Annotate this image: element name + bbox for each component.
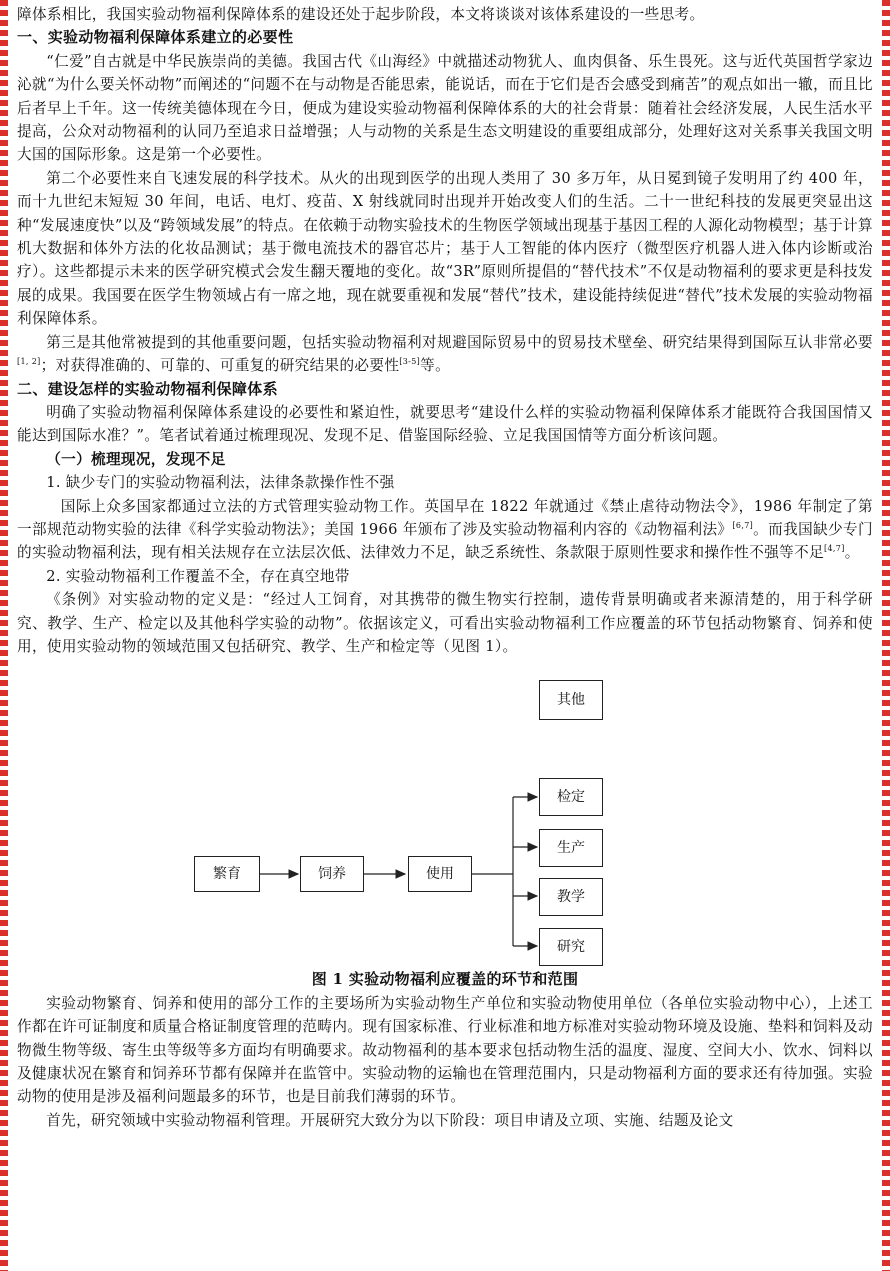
paragraph-1: “仁爱”自古就是中华民族崇尚的美德。我国古代《山海经》中就描述动物犹人、血肉俱备、乐生畏死。这与近代英国哲学家边沁就“为什么要关怀动物”而阐述的“问题不在与动物是否能思索，能说话，而在于它们是否会感受到痛苦”的观点如出一辙，而且比后者早上千年。这一传统美德体现在今日，便成为建设实验动物福利保障体系的大的社会背景：随着社会经济发展，人民生活水平提高，公众对动物福利的认同乃至追求日益增强；人与动物的关系是生态文明建设的重要组成部分，处理好这对关系事关我国文明大国的国际形象。这是第一个必要性。: [17, 52, 873, 164]
paragraph-4: 明确了实验动物福利保障体系建设的必要性和紧迫性，就要思考“建设什么样的实验动物福利保障体系才能既符合我国国情又能达到国际水准？”。笔者试着通过梳理现况、发现不足、借鉴国际经验、立足我国国情等方面分析该问题。: [17, 403, 873, 445]
node-breeding: 繁育: [194, 856, 260, 892]
article-body: [17, 3, 873, 1132]
node-use: 使用: [408, 856, 472, 892]
node-testing: 检定: [539, 778, 603, 816]
citation-1-2: [1, 2]: [17, 357, 41, 367]
paragraph-3-text-c: 等。: [420, 357, 451, 375]
paragraph-5-text-c: 。: [844, 544, 860, 562]
paragraph-2: 第二个必要性来自飞速发展的科学技术。从火的出现到医学的出现人类用了 30 多万年，从日冕到镜子发明用了约 400 年，而十九世纪末短短 30 年间，电话、电灯、疫苗、X 射线就同时出现并开始改变人们的生活。二十一世纪科技的发展更突显出这种“发展速度快”以及“跨领域发展”的特点。在依赖于动物实验技术的生物医学领域出现基于基因工程的人源化动物模型；基于计算机大数据和体外方法的化妆品测试；基于微电流技术的器官芯片；基于人工智能的体内医疗（微型医疗机器人进入体内诊断或治疗）。这些都提示未来的医学研究模式会发生翻天覆地的变化。故“3R”原则所提倡的“替代技术”不仅是动物福利的要求更是科技发展的成果。我国要在医学生物领域占有一席之地，现在就要重视和发展“替代”技术，建设能持续促进“替代”技术发展的实验动物福利保障体系。: [17, 169, 873, 328]
paragraph-5-text-a: 国际上众多国家都通过立法的方式管理实验动物工作。英国早在 1822 年就通过《禁止虐待动物法令》，1986 年制定了第一部规范动物实验的法律《科学实验动物法》；美国 1966 年颁布了涉及实验动物福利内容的《动物福利法》: [17, 497, 873, 538]
paragraph-6: 《条例》对实验动物的定义是：“经过人工饲育，对其携带的微生物实行控制，遗传背景明确或者来源清楚的，用于科学研究、教学、生产、检定以及其他科学实验的动物”。依据该定义，可看出实验动物福利工作应覆盖的环节包括动物繁育、饲养和使用，使用实验动物的领域范围又包括研究、教学、生产和检定等（见图 1）。: [17, 591, 873, 655]
paragraph-3-text-b: ；对获得准确的、可靠的、可重复的研究结果的必要性: [40, 357, 400, 375]
section-heading-1: 一、实验动物福利保障体系建立的必要性: [17, 28, 294, 47]
subsection-heading-1: （一）梳理现况，发现不足: [46, 450, 226, 468]
node-feeding: 饲养: [300, 856, 364, 892]
paragraph-7: 实验动物繁育、饲养和使用的部分工作的主要场所为实验动物生产单位和实验动物使用单位（各单位实验动物中心），上述工作都在许可证制度和质量合格证制度管理的范畴内。现有国家标准、行业标准和地方标准对实验动物环境及设施、垫料和饲料及动物微生物等级、寄生虫等级等多方面均有明确要求。故动物福利的基本要求包括动物生活的温度、湿度、空间大小、饮水、饲料以及健康状况在繁育和饲养环节都有保障并在监管中。实验动物的运输也在管理范围内，只是动物福利方面的要求还有待加强。实验动物的使用是涉及福利问题最多的环节，也是目前我们薄弱的环节。: [17, 994, 873, 1106]
paragraph-5-text-b: 。而我国缺少专门的实验动物福利法，现有相关法规存在立法层次低、法律效力不足，缺乏系统性、条款限于原则性要求和操作性不强等不足: [17, 520, 873, 562]
item-heading-2: 2. 实验动物福利工作覆盖不全，存在真空地带: [46, 567, 350, 585]
citation-4-7: [4,7]: [823, 544, 845, 554]
paragraph-5: [17, 495, 873, 565]
paragraph-3: [17, 331, 873, 378]
node-research: 研究: [539, 928, 603, 966]
figure-1-diagram: [17, 680, 873, 968]
citation-3-5: [3-5]: [399, 357, 421, 367]
section-heading-2: 二、建设怎样的实验动物福利保障体系: [17, 379, 278, 398]
left-decorative-border: [0, 0, 8, 1271]
item-heading-1: 1. 缺少专门的实验动物福利法，法律条款操作性不强: [46, 474, 395, 492]
node-teaching: 教学: [539, 878, 603, 916]
citation-6-7: [6,7]: [732, 521, 754, 531]
right-decorative-border: [882, 0, 890, 1271]
node-production: 生产: [539, 829, 603, 867]
paragraph-3-text-a: 第三是其他常被提到的其他重要问题，包括实验动物福利对规避国际贸易中的贸易技术壁垒、研究结果得到国际互认非常必要: [46, 333, 873, 351]
figure-1-caption: 图 1 实验动物福利应覆盖的环节和范围: [311, 970, 579, 989]
intro-paragraph: 障体系相比，我国实验动物福利保障体系的建设还处于起步阶段，本文将谈谈对该体系建设的一些思考。: [17, 6, 705, 23]
node-other: 其他: [539, 680, 603, 720]
paragraph-8: 首先，研究领域中实验动物福利管理。开展研究大致分为以下阶段：项目申请及立项、实施、结题及论文: [46, 1111, 734, 1129]
diagram-connectors: [17, 680, 873, 968]
